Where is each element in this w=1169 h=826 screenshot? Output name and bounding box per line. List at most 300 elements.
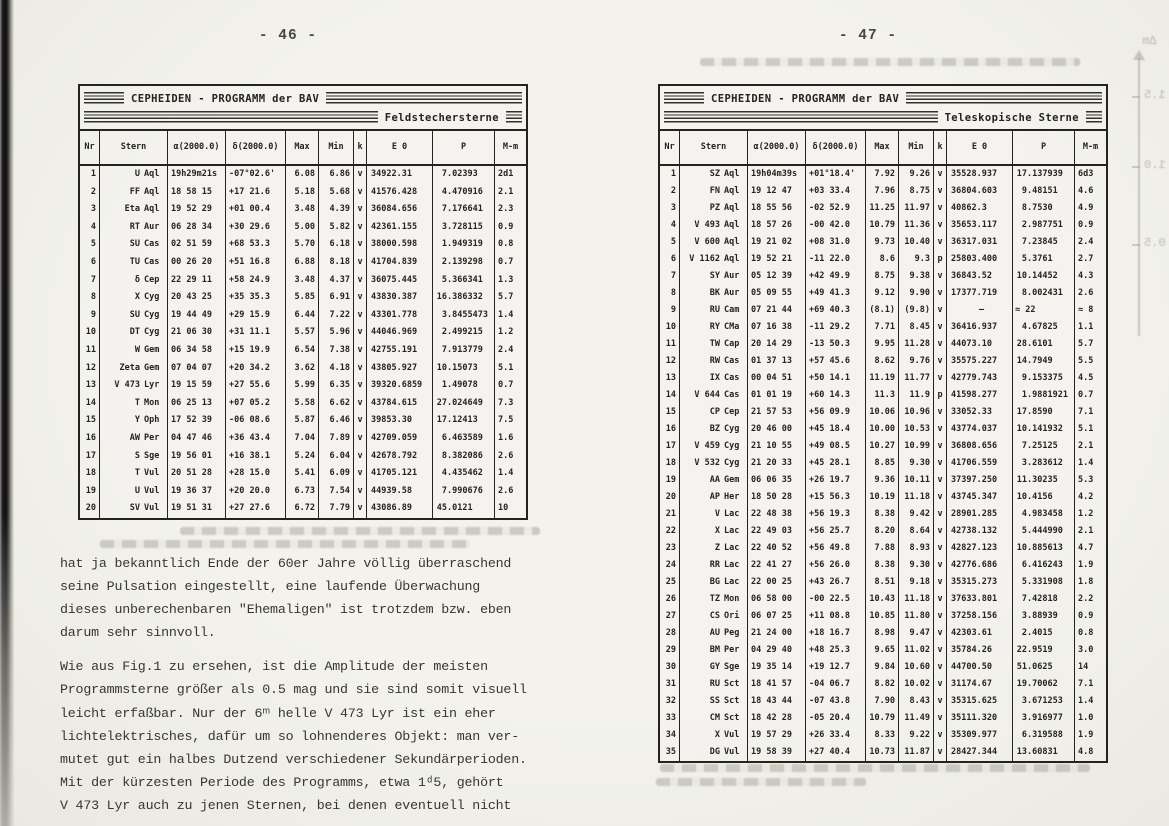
table-cell: 44700.50: [947, 659, 1013, 676]
table-cell: p: [934, 387, 947, 404]
table-cell: 25803.400: [947, 251, 1013, 268]
table-cell: 7: [80, 272, 100, 290]
table-cell: Sct: [720, 693, 748, 710]
table-cell: AW: [129, 432, 140, 443]
table-row: [660, 489, 1106, 506]
table-cell: Oph: [140, 412, 168, 430]
table-cell: +18 16.7: [806, 625, 866, 642]
table-cell: 22: [660, 523, 680, 540]
table-cell: AP: [709, 492, 720, 502]
table-cell: 11.19: [866, 370, 899, 387]
table-row: [660, 540, 1106, 557]
table-cell: 10: [80, 324, 100, 342]
table-cell: 5.5: [1078, 356, 1094, 366]
table-cell: -11 29.2: [806, 319, 866, 336]
table-cell: +03 33.4: [806, 183, 866, 200]
table-cell: 42709.059: [367, 430, 433, 448]
table-cell: 9: [660, 302, 680, 319]
table-cell: 6.416243: [1013, 557, 1075, 574]
table-cell: 36317.031: [947, 234, 1013, 251]
table-cell: v: [934, 421, 947, 438]
table-cell: 2: [660, 183, 680, 200]
table-cell: 10.885613: [1013, 540, 1075, 557]
table-row: [660, 302, 1106, 319]
table-row: [660, 608, 1106, 625]
table-cell: 11.80: [899, 608, 934, 625]
table-cell: 39853.30: [367, 412, 433, 430]
table-cell: +36 43.4: [226, 430, 286, 448]
table-cell: 36808.656: [947, 438, 1013, 455]
table-cell: 1.49078: [433, 377, 495, 395]
table-cell: 8.002431: [1013, 285, 1075, 302]
table-cell: Peg: [720, 625, 748, 642]
table-cell: 00 04 51: [748, 370, 806, 387]
table-cell: 6.54: [286, 342, 319, 360]
table-cell: 10.141932: [1013, 421, 1075, 438]
table-cell: +31 11.1: [226, 324, 286, 342]
table-cell: +45 28.1: [806, 455, 866, 472]
table-cell: 10.40: [899, 234, 934, 251]
table-cell: 07 16 38: [748, 319, 806, 336]
table-cell: 19 36 37: [168, 483, 226, 501]
table-cell: Aql: [720, 183, 748, 200]
table-cell: -00 22.5: [806, 591, 866, 608]
table-row: [660, 370, 1106, 387]
bleed-axis-label: 1.0: [1144, 158, 1166, 172]
table-cell: 34922.31: [367, 166, 433, 184]
table-cell: 1.0: [1078, 713, 1094, 723]
table-cell: 11.36: [899, 217, 934, 234]
table-cell: 9.3: [899, 251, 934, 268]
table-cell: 33: [660, 710, 680, 727]
table-cell: V 644: [694, 390, 720, 400]
table-cell: 0.7: [1078, 390, 1094, 400]
table-cell: TU: [129, 256, 140, 267]
table-cell: 6d3: [1078, 169, 1094, 179]
table-cell: 7.23845: [1013, 234, 1075, 251]
table-cell: 5.7: [498, 292, 514, 303]
table-row: [80, 377, 526, 395]
table-cell: 06 34 58: [168, 342, 226, 360]
table-cell: 0.8: [1078, 628, 1094, 638]
text-line: V 473 Lyr auch zu jenen Sternen, bei denen eventuell nicht: [60, 797, 512, 813]
column-header: k: [354, 131, 367, 164]
column-header: α(2000.0): [168, 131, 226, 164]
table-cell: Per: [140, 430, 168, 448]
table-cell: 7.913779: [433, 342, 495, 360]
table-cell: p: [934, 251, 947, 268]
table-cell: Aur: [720, 268, 748, 285]
table-cell: 17: [80, 448, 100, 466]
table-cell: 1.6: [498, 432, 514, 443]
table-cell: 6.09: [319, 465, 354, 483]
table-cell: 10.79: [866, 710, 899, 727]
table-cell: 5.18: [286, 184, 319, 202]
table-cell: Lac: [720, 557, 748, 574]
table-cell: 2: [80, 184, 100, 202]
table-cell: 13: [80, 377, 100, 395]
table-cell: 6.463589: [433, 430, 495, 448]
table-cell: 19 15 59: [168, 377, 226, 395]
bleed-axis-label: 1.5: [1144, 88, 1166, 102]
table-cell: Mon: [720, 591, 748, 608]
table-cell: 16: [660, 421, 680, 438]
table-cell: 25: [660, 574, 680, 591]
table-cell: 8.7530: [1013, 200, 1075, 217]
table-cell: 14: [660, 387, 680, 404]
table-cell: 35315.625: [947, 693, 1013, 710]
table-cell: 6.04: [319, 448, 354, 466]
column-header: M-m: [502, 142, 519, 152]
fill-stripes: [664, 92, 704, 105]
table-row: [80, 465, 526, 483]
table-cell: X: [134, 292, 140, 303]
table-cell: IX: [709, 373, 720, 383]
table-cell: 19 44 49: [168, 307, 226, 325]
table-cell: 01 01 19: [748, 387, 806, 404]
table-cell: Cep: [720, 404, 748, 421]
table-cell: 9.65: [866, 642, 899, 659]
table-cell: 36416.937: [947, 319, 1013, 336]
table-cell: Cyg: [140, 307, 168, 325]
table-row: [660, 625, 1106, 642]
table-cell: -05 20.4: [806, 710, 866, 727]
table-cell: 36804.603: [947, 183, 1013, 200]
table-cell: S: [134, 450, 140, 461]
table-cell: Aur: [140, 219, 168, 237]
table-cell: v: [354, 412, 367, 430]
table-header-row: [660, 131, 1106, 166]
table-cell: 4.7: [1078, 543, 1094, 553]
table-cell: 11.9: [899, 387, 934, 404]
table-cell: 14: [80, 395, 100, 413]
table-cell: 35309.977: [947, 727, 1013, 744]
table-cell: v: [934, 574, 947, 591]
table-cell: X: [714, 526, 720, 536]
table-cell: 31174.67: [947, 676, 1013, 693]
table-row: [660, 268, 1106, 285]
table-cell: v: [934, 217, 947, 234]
table-cell: Aql: [720, 234, 748, 251]
table-cell: 11.30235: [1013, 472, 1075, 489]
table-cell: +51 16.8: [226, 254, 286, 272]
table-row: [660, 438, 1106, 455]
column-header: E 0: [947, 131, 1013, 164]
table-cell: 10.06: [866, 404, 899, 421]
table-cell: V 459: [694, 441, 720, 451]
table-cell: 8.45: [899, 319, 934, 336]
table-cell: 5.57: [286, 324, 319, 342]
table-cell: 11: [80, 342, 100, 360]
table-row: [660, 285, 1106, 302]
table-cell: 7.79: [319, 500, 354, 518]
table-cell: v: [934, 438, 947, 455]
table-cell: 00 26 20: [168, 254, 226, 272]
table-cell: 37397.250: [947, 472, 1013, 489]
table-row: [660, 353, 1106, 370]
table-cell: 2.6: [498, 485, 514, 496]
table-cell: 4.8: [1078, 747, 1094, 757]
table-cell: 17: [660, 438, 680, 455]
table-cell: 14: [1078, 662, 1089, 672]
table-cell: 4.6: [1078, 186, 1094, 196]
table-cell: v: [354, 166, 367, 184]
table-cell: 28427.344: [947, 744, 1013, 761]
table-cell: 10.79: [866, 217, 899, 234]
table-cell: SV: [129, 503, 140, 514]
table-cell: 18 58 15: [168, 184, 226, 202]
table-row: [660, 676, 1106, 693]
table-cell: +28 15.0: [226, 465, 286, 483]
table-cell: V 493: [694, 220, 720, 230]
table-cell: Sct: [720, 710, 748, 727]
table-row: [660, 659, 1106, 676]
table-cell: Per: [720, 642, 748, 659]
table-cell: 21 10 55: [748, 438, 806, 455]
table-cell: 10.73: [866, 744, 899, 761]
table-cell: Vul: [720, 727, 748, 744]
table-subtitle: Feldstechersterne: [384, 111, 499, 124]
table-cell: 7.25125: [1013, 438, 1075, 455]
table-cell: Cyg: [720, 421, 748, 438]
table-title-band: [660, 86, 1106, 131]
table-cell: (8.1): [866, 302, 899, 319]
body-text: [60, 552, 556, 826]
table-cell: 7.5: [498, 415, 514, 426]
bleed-through-text: [180, 527, 540, 535]
table-cell: 32: [660, 693, 680, 710]
table-cell: 4.9: [1078, 203, 1094, 213]
table-cell: 4: [660, 217, 680, 234]
table-cell: +56 25.7: [806, 523, 866, 540]
table-cell: 15: [80, 412, 100, 430]
table-cell: 13: [660, 370, 680, 387]
table-cell: 5.366341: [433, 272, 495, 290]
fill-stripes: [664, 111, 938, 124]
table-cell: 19 58 39: [748, 744, 806, 761]
table-cell: ≈ 22: [1013, 302, 1075, 319]
table-cell: 9.36: [866, 472, 899, 489]
table-cell: 33052.33: [947, 404, 1013, 421]
table-cell: 05 09 55: [748, 285, 806, 302]
table-cell: 06 25 13: [168, 395, 226, 413]
table-cell: Cam: [720, 302, 748, 319]
column-header: δ(2000.0): [806, 131, 866, 164]
table-cell: 2.4015: [1013, 625, 1075, 642]
table-cell: 8.82: [866, 676, 899, 693]
table-cell: +49 08.5: [806, 438, 866, 455]
table-cell: 6.73: [286, 483, 319, 501]
table-cell: 8.51: [866, 574, 899, 591]
fill-stripes: [506, 111, 522, 124]
table-cell: 4.2: [1078, 492, 1094, 502]
table-cell: 1.1: [1078, 322, 1094, 332]
table-cell: v: [934, 370, 947, 387]
axis-tick: [1132, 166, 1140, 168]
table-cell: v: [354, 430, 367, 448]
table-cell: 8.93: [899, 540, 934, 557]
table-cell: v: [934, 591, 947, 608]
table-cell: 3.0: [1078, 645, 1094, 655]
table-cell: 7.1: [1078, 407, 1094, 417]
table-cell: 10.53: [899, 421, 934, 438]
table-cell: Cas: [720, 370, 748, 387]
table-cell: 19h04m39s: [748, 166, 806, 183]
table-cell: v: [934, 268, 947, 285]
table-cell: 28901.285: [947, 506, 1013, 523]
table-cell: BM: [709, 645, 720, 655]
table-cell: 8.98: [866, 625, 899, 642]
table-cell: X: [714, 730, 720, 740]
table-body: [80, 166, 526, 518]
table-cell: 7.42818: [1013, 591, 1075, 608]
table-cell: 42779.743: [947, 370, 1013, 387]
table-cell: 20: [660, 489, 680, 506]
table-cell: v: [934, 336, 947, 353]
table-cell: 19 56 01: [168, 448, 226, 466]
table-cell: 51.0625: [1013, 659, 1075, 676]
table-cell: 43301.778: [367, 307, 433, 325]
table-cell: 7.1: [1078, 679, 1094, 689]
table-cell: v: [934, 540, 947, 557]
table-cell: 8.62: [866, 353, 899, 370]
table-row: [80, 201, 526, 219]
bleed-axis-label: 0.5: [1144, 236, 1166, 250]
table-cell: +17 21.6: [226, 184, 286, 202]
table-cell: 8.38: [866, 506, 899, 523]
table-cell: v: [354, 377, 367, 395]
table-cell: v: [934, 302, 947, 319]
table-cell: v: [934, 489, 947, 506]
table-cell: 16: [80, 430, 100, 448]
paragraph: [60, 552, 556, 644]
table-cell: v: [934, 506, 947, 523]
table-cell: Cas: [720, 353, 748, 370]
table-cell: 6.44: [286, 307, 319, 325]
table-cell: 22 29 11: [168, 272, 226, 290]
table-cell: Vul: [140, 483, 168, 501]
table-cell: Cyg: [140, 289, 168, 307]
table-cell: +08 31.0: [806, 234, 866, 251]
table-cell: U: [134, 169, 140, 179]
table-cell: 8.6: [866, 251, 899, 268]
table-cell: RT: [129, 221, 140, 232]
table-cell: 30: [660, 659, 680, 676]
fill-stripes: [1086, 111, 1102, 124]
table-cell: 7.89: [319, 430, 354, 448]
table-cell: 10.96: [899, 404, 934, 421]
table-cell: TW: [709, 339, 720, 349]
table-cell: V 1162: [689, 254, 720, 264]
table-cell: +35 35.3: [226, 289, 286, 307]
table-cell: +01 00.4: [226, 201, 286, 219]
table-cell: 11: [660, 336, 680, 353]
table-cell: 6.46: [319, 412, 354, 430]
table-cell: 26: [660, 591, 680, 608]
table-cell: 1.3: [498, 274, 514, 285]
table-cell: 18 41 57: [748, 676, 806, 693]
table-cell: 13.60831: [1013, 744, 1075, 761]
table-cell: 5.70: [286, 236, 319, 254]
table-row: [80, 324, 526, 342]
table-cell: 10.14452: [1013, 268, 1075, 285]
table-cell: 12: [660, 353, 680, 370]
table-cell: RU: [709, 305, 720, 315]
table-cell: +19 12.7: [806, 659, 866, 676]
table-cell: 10: [660, 319, 680, 336]
table-cell: RU: [709, 679, 720, 689]
table-cell: +49 41.3: [806, 285, 866, 302]
table-cell: v: [934, 183, 947, 200]
table-cell: 8.20: [866, 523, 899, 540]
table-row: [660, 744, 1106, 761]
table-row: [660, 183, 1106, 200]
table-cell: 43805.927: [367, 360, 433, 378]
table-row: [660, 642, 1106, 659]
table-row: [660, 166, 1106, 183]
table-cell: CMa: [720, 319, 748, 336]
table-cell: +07 05.2: [226, 395, 286, 413]
table-row: [660, 421, 1106, 438]
table-cell: 11.3: [866, 387, 899, 404]
table-cell: 18 42 28: [748, 710, 806, 727]
table-cell: 7.02393: [433, 166, 495, 184]
table-cell: 4.435462: [433, 465, 495, 483]
table-cell: v: [354, 184, 367, 202]
table-cell: 16.386332: [433, 289, 495, 307]
table-cell: v: [934, 166, 947, 183]
table-cell: 19 35 14: [748, 659, 806, 676]
table-cell: +20 20.0: [226, 483, 286, 501]
table-cell: Cas: [140, 236, 168, 254]
table-cell: Aql: [720, 166, 748, 183]
column-header: P: [1013, 131, 1075, 164]
table-cell: +01°18.4': [806, 166, 866, 183]
table-cell: 42827.123: [947, 540, 1013, 557]
table-cell: 9.38: [899, 268, 934, 285]
text-line: leicht erfaßbar. Nur der 6ᵐ helle V 473 Lyr ist ein eher: [60, 705, 496, 721]
table-cell: 8: [80, 289, 100, 307]
table-cell: 6.88: [286, 254, 319, 272]
table-cell: 7.88: [866, 540, 899, 557]
table-cell: v: [934, 744, 947, 761]
table-cell: Vul: [140, 500, 168, 518]
table-title: CEPHEIDEN - PROGRAMM der BAV: [711, 92, 900, 105]
table-cell: FF: [129, 186, 140, 197]
table-cell: –: [947, 302, 1013, 319]
table-cell: 31: [660, 676, 680, 693]
table-cell: 2.987751: [1013, 217, 1075, 234]
table-cell: Aql: [140, 201, 168, 219]
table-cell: TZ: [709, 594, 720, 604]
table-cell: 3.48: [286, 201, 319, 219]
table-cell: +69 40.3: [806, 302, 866, 319]
table-header-row: [80, 131, 526, 166]
table-cell: 7.90: [866, 693, 899, 710]
table-cell: v: [934, 727, 947, 744]
table-cell: 8.18: [319, 254, 354, 272]
table-cell: 19 51 31: [168, 500, 226, 518]
table-cell: 11.02: [899, 642, 934, 659]
table-cell: 8.382086: [433, 448, 495, 466]
table-cell: 41706.559: [947, 455, 1013, 472]
table-cell: 8: [660, 285, 680, 302]
column-header: Nr: [660, 131, 680, 164]
table-cell: Sge: [720, 659, 748, 676]
table-cell: +11 08.8: [806, 608, 866, 625]
table-cell: 41576.428: [367, 184, 433, 202]
axis-tick: [1132, 96, 1140, 98]
